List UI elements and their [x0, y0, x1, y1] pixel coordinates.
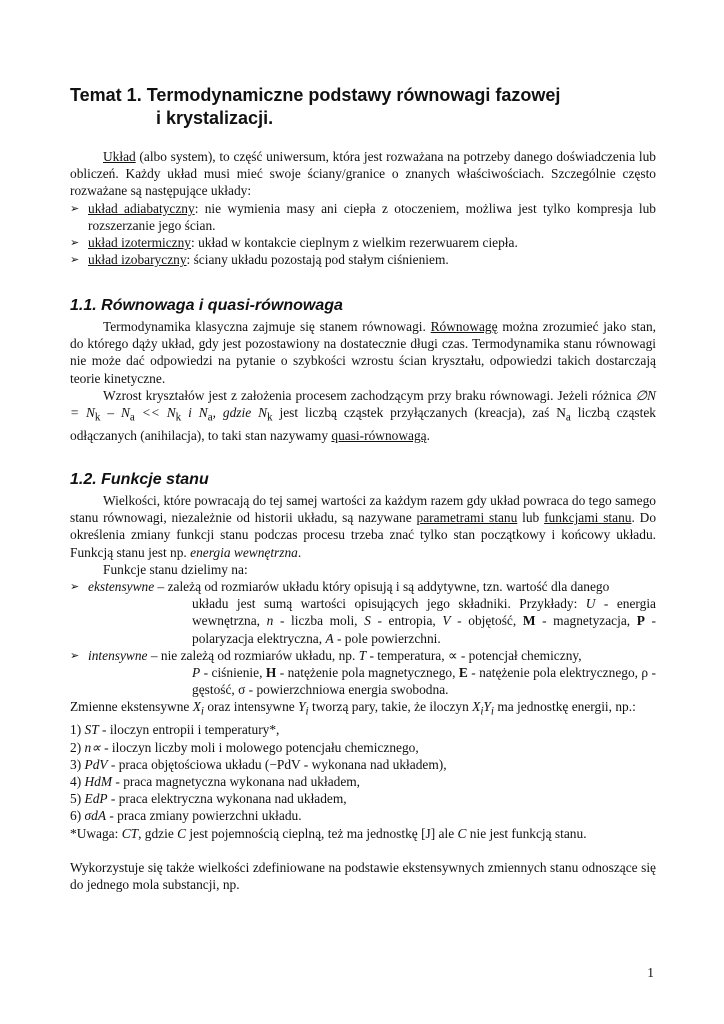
page-number: 1	[647, 965, 654, 980]
intensive-examples: P - ciśnienie, H - natężenie pola magnetycznego, E - natężenie pola elektrycznego, ρ - gęstość, σ - powierzchniowa energia swobodna.	[192, 665, 656, 698]
paragraph: Wzrost kryształów jest z założenia procesem zachodzącym przy braku równowagi. Jeżeli różnica ∅N = $N_k - N_a << N_k$ i $N_a$, gdzie $N_k$ jest liczbą cząstek przyłączanych (kreacja), zaś $N_a$ liczbą cząstek odłączanych (anihilacja), to taki stan nazywamy quasi-równowagą.	[70, 387, 656, 443]
paragraph: Termodynamika klasyczna zajmuje się stanem równowagi. Równowagę można zrozumieć jako stan, do którego dąży układ, gdy jest pozostawiony na dostatecznie długi czas. Termodynamika stanu równowagi nie może dać odpowiedzi na pytanie o szybkości wzrostu ścian kryształu, odpowiedzi takich dostarczają teorie kinetyczne.	[70, 319, 656, 386]
intro-block	[70, 148, 656, 268]
list-item: ➢ układ izobaryczny: ściany układu pozostają pod stałym ciśnieniem.	[70, 251, 656, 268]
list-item: ➢ układ izotermiczny: układ w kontakcie cieplnym z wielkim rezerwuarem ciepła.	[70, 234, 656, 251]
state-function-types-list	[70, 578, 656, 698]
list-item: ➢ układ adiabatyczny: nie wymienia masy ani ciepła z otoczeniem, możliwa jest tylko kompresja lub rozszerzanie jego ścian.	[70, 200, 656, 234]
section-1-2-body	[70, 492, 656, 893]
paragraph: Wielkości, które powracają do tej samej wartości za każdym razem gdy układ powraca do tego samego stanu równowagi, niezależnie od historii układu, są nazywane parametrami stanu lub funkcjami stanu. Do określenia zmiany funkcji stanu podczas procesu trzeba znać tylko stan początkowy i końcowy układu. Funkcją stanu jest np. energia wewnętrzna.	[70, 493, 657, 560]
list-item: ➢ intensywne – nie zależą od rozmiarów układu, np. T - temperatura, ∝ - potencjał chemiczny, P - ciśnienie, H - natężenie pola magnetycznego, E - natężenie pola elektrycznego, ρ - gęstość, σ - powierzchniowa energia swobodna.	[70, 647, 656, 699]
list-item: 6) σdA - praca zmiany powierzchni układu.	[70, 808, 302, 824]
paragraph: Wykorzystuje się także wielkości zdefiniowane na podstawie ekstensywnych zmiennych stanu odnoszące się do jednego mola substancji, np.	[70, 859, 656, 892]
list-item: ➢ ekstensywne – zależą od rozmiarów układu który opisują i są addytywne, tzn. wartość dla danego układu jest sumą wartości opisujących jego składniki. Przykłady: U - energia wewnętrzna, n - liczba moli, S - entropia, V - objętość, M - magnetyzacja, P - polaryzacja elektryczna, A - pole powierzchni.	[70, 578, 656, 647]
list-item: 3) PdV - praca objętościowa układu (−PdV - wykonana nad układem),	[70, 756, 447, 772]
section-heading-1-2: 1.2. Funkcje stanu	[70, 471, 209, 488]
intro-paragraph: Układ (albo system), to część uniwersum, która jest rozważana na potrzeby danego doświadczenia lub obliczeń. Każdy układ musi mieć swoje ściany/granice o znanych właściwościach. Szczególnie często rozważane są następujące układy:	[70, 149, 656, 199]
extensive-examples: układu jest sumą wartości opisujących jego składniki. Przykłady: U - energia wewnętrzna, n - liczba moli, S - entropia, V - objętość, M - magnetyzacja, P - polaryzacja elektryczna, A - pole powierzchni.	[192, 596, 656, 646]
paragraph: Zmienne ekstensywne $X_i$ oraz intensywne $Y_i$ tworzą pary, takie, że iloczyn $X_iY_i$ ma jednostkę energii, np.:	[70, 699, 636, 719]
note: *Uwaga: CT, gdzie C jest pojemnością cieplną, też ma jednostkę [J] ale C nie jest funkcją stanu.	[70, 825, 587, 841]
section-heading-1-1: 1.1. Równowaga i quasi-równowaga	[70, 297, 343, 314]
paragraph: Funkcje stanu dzielimy na:	[103, 561, 248, 577]
system-types-list	[70, 200, 656, 269]
list-item: 5) EdP - praca elektryczna wykonana nad układem,	[70, 791, 347, 807]
page-title: Temat 1. Termodynamiczne podstawy równowagi fazowej i krystalizacji.	[70, 85, 561, 128]
list-item: 1) ST - iloczyn entropii i temperatury*,	[70, 722, 280, 738]
energy-pairs-list	[70, 721, 656, 824]
section-1-1-body	[70, 318, 656, 444]
list-item: 2) n∝ - iloczyn liczby moli i molowego potencjału chemicznego,	[70, 739, 419, 755]
list-item: 4) HdM - praca magnetyczna wykonana nad układem,	[70, 773, 361, 789]
